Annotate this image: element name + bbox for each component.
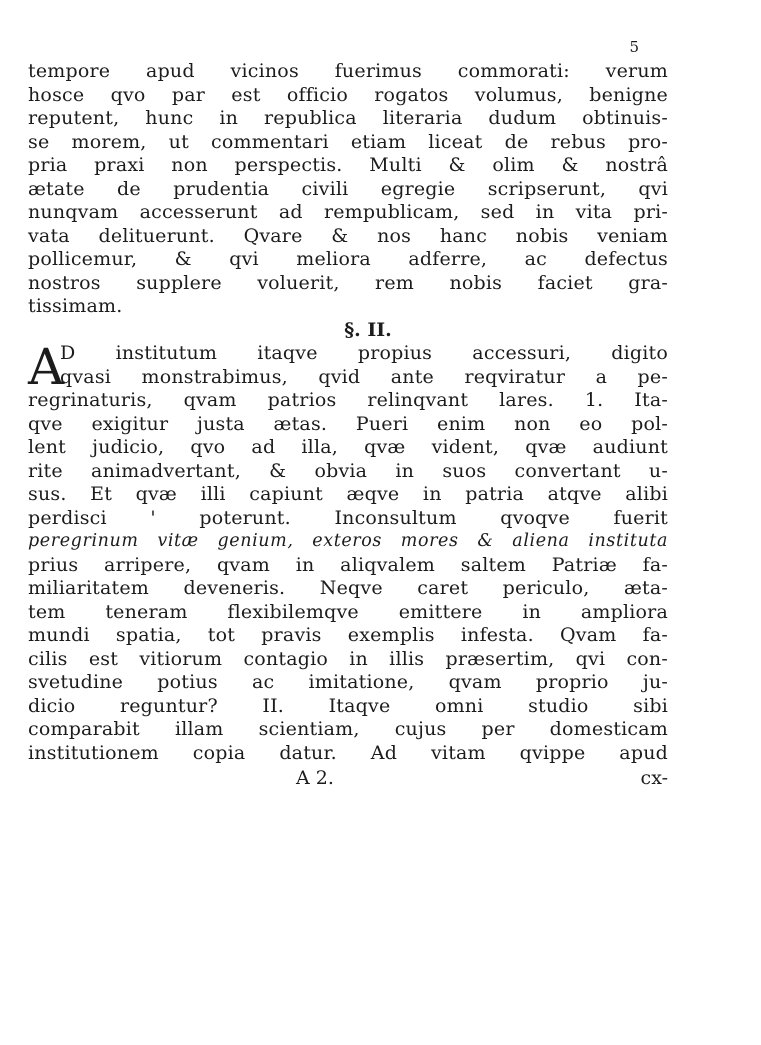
signature-mark: A 2. <box>296 767 334 789</box>
text-line: nostros supplere voluerit, rem nobis faciet gra- <box>28 271 668 294</box>
text-line: tissimam. <box>28 295 123 317</box>
text-line: dicio reguntur? II. Itaqve omni studio sibi <box>28 694 668 717</box>
text-line: tempore apud vicinos fuerimus commorati: verum <box>28 60 668 82</box>
text-line: rite animadvertant, & obvia in suos convertant u- <box>28 459 668 482</box>
text-line: comparabit illam scientiam, cujus per domesticam <box>28 718 668 740</box>
text-line: D institutum itaqve propius accessuri, digito <box>60 342 668 364</box>
text-line: sus. Et qvæ illi capiunt æqve in patria atqve alibi <box>28 483 668 505</box>
text-line: mundi spatia, tot pravis exemplis infesta. Qvam fa- <box>28 624 668 646</box>
text-line: ætate de prudentia civili egregie scripserunt, qvi <box>28 177 668 200</box>
text-line: prius arripere, qvam in aliqvalem saltem Patriæ fa- <box>28 553 668 576</box>
text-line: pria praxi non perspectis. Multi & olim & nostrâ <box>28 154 668 176</box>
text-line: nunqvam accesserunt ad rempublicam, sed in vita pri- <box>28 201 668 223</box>
text-line: hosce qvo par est officio rogatos volumus, benigne <box>28 83 668 106</box>
initial-block <box>28 338 668 396</box>
page-number: 5 <box>629 38 639 56</box>
text-line: miliaritatem deveneris. Neqve caret periculo, æta- <box>28 577 668 599</box>
text-line: qvasi monstrabimus, qvid ante reqviratur a pe- <box>60 365 668 388</box>
italic-text-line: peregrinum vitæ genium, exteros mores & aliena instituta <box>28 531 668 551</box>
text-line: reputent, hunc in republica literaria dudum obtinuis- <box>28 107 668 129</box>
main-text <box>28 60 668 795</box>
text-line: tem teneram flexibilemqve emittere in ampliora <box>28 600 668 623</box>
text-line: svetudine potius ac imitatione, qvam proprio ju- <box>28 671 668 693</box>
text-line: vata delituerunt. Qvare & nos hanc nobis veniam <box>28 224 668 247</box>
text-line: perdisci ' poterunt. Inconsultum qvoqve fuerit <box>28 506 668 529</box>
text-line: pollicemur, & qvi meliora adferre, ac defectus <box>28 248 668 270</box>
text-line: cilis est vitiorum contagio in illis præsertim, qvi con- <box>28 647 668 670</box>
page-footer <box>28 765 668 795</box>
text-line: qve exigitur justa ætas. Pueri enim non eo pol- <box>28 412 668 435</box>
text-line: se morem, ut commentari etiam liceat de rebus pro- <box>28 130 668 153</box>
text-line: regrinaturis, qvam patrios relinqvant lares. 1. Ita- <box>28 389 668 411</box>
text-line: institutionem copia datur. Ad vitam qvippe apud <box>28 741 668 764</box>
section-heading: §. II. <box>344 318 392 341</box>
drop-cap: A <box>28 338 65 396</box>
catchword: cx- <box>640 767 668 789</box>
text-line: lent judicio, qvo ad illa, qvæ vident, qvæ audiunt <box>28 436 668 458</box>
